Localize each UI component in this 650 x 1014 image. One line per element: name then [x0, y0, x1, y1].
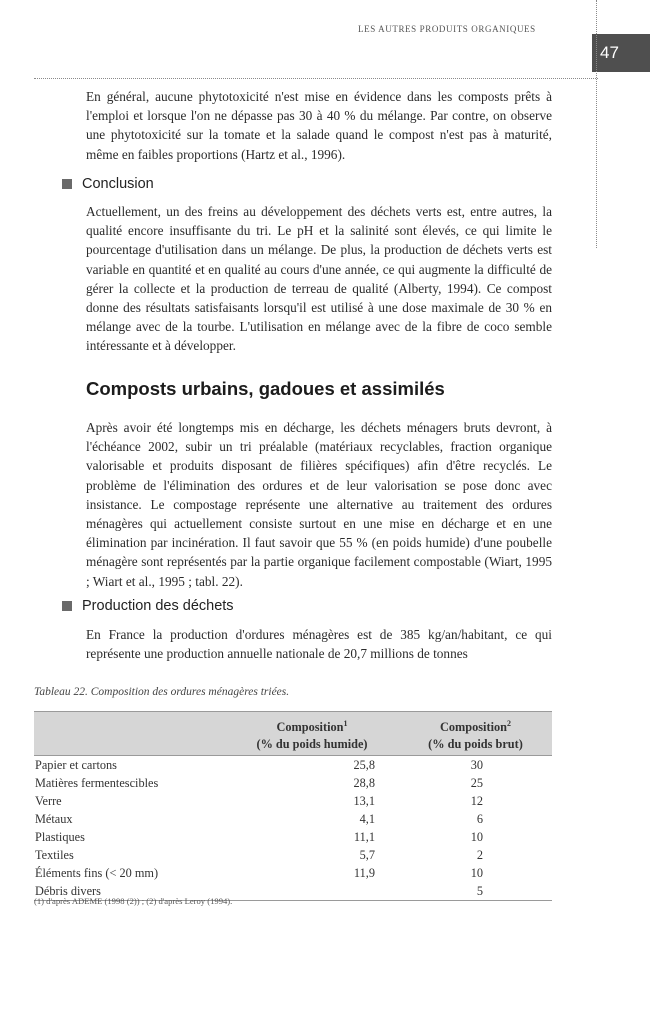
value-brut: 10: [470, 865, 483, 880]
square-bullet-icon: [62, 179, 72, 189]
value-brut: 2: [476, 847, 483, 862]
row-label: Plastiques: [35, 829, 85, 844]
value-humide: 13,1: [353, 793, 375, 808]
value-brut: 30: [470, 757, 483, 772]
value-brut: 6: [476, 811, 483, 826]
paragraph-conclusion: Actuellement, un des freins au développement des déchets verts est, entre autres, la qualité encore insuffisante du tri. Le pH et la salinité sont élevés, ce qui limite le pourcentage d'utilisation dans un mélange. De plus, la production de déchets verts est variable en quantité et en qualité au cours d'une année, ce qui augmente la difficulté de gérer la collecte et la production de terreau de qualité (Alberty, 1994). Ce compost donne des résultats satisfaisants lorsqu'il est utilisé à une dose maximale de 30 % en mélange avec de la tourbe. L'utilisation en mélange avec de la fibre de coco semble intéressante et à développer.: [86, 204, 552, 354]
table-header-row: [34, 712, 552, 756]
value-humide: 5,7: [359, 847, 375, 862]
header-col1-unit: (% du poids humide): [256, 737, 368, 752]
subheading-conclusion: [62, 176, 154, 192]
table-row: [34, 810, 552, 828]
header-composition-humide: [225, 712, 399, 756]
value-brut: 10: [470, 829, 483, 844]
header-empty-cell: [34, 712, 225, 756]
value-brut: 5: [399, 882, 552, 901]
value-humide: 28,8: [353, 775, 375, 790]
row-label: Débris divers: [34, 882, 225, 901]
table-row: [34, 792, 552, 810]
subheading-production-label: Production des déchets: [82, 598, 234, 614]
table-row: [34, 846, 552, 864]
running-head: LES AUTRES PRODUITS ORGANIQUES: [358, 24, 536, 34]
header-col2-sup: 2: [506, 719, 511, 728]
value-brut: 12: [470, 793, 483, 808]
row-label: Papier et cartons: [35, 757, 117, 772]
row-label: Métaux: [35, 811, 73, 826]
table-row: [34, 828, 552, 846]
table-body: [34, 756, 552, 901]
row-label: Verre: [35, 793, 62, 808]
page-number: 47: [600, 43, 619, 62]
header-composition-brut: [399, 712, 552, 756]
header-col2-title: Composition: [440, 720, 507, 735]
value-brut: 25: [470, 775, 483, 790]
header-divider: [34, 78, 598, 79]
table-row: [34, 864, 552, 882]
header-col2-unit: (% du poids brut): [428, 737, 523, 752]
table-footnote: (1) d'après ADEME (1998 (2)) ; (2) d'après Leroy (1994).: [34, 896, 233, 906]
paragraph-urbains: Après avoir été longtemps mis en décharge, les déchets ménagers bruts devront, à l'échéance 2002, subir un tri préalable (matériaux recyclables, fraction organique valorisable et produits disposant de filières spécifiques) afin d'être recyclés. Le problème de l'élimination des ordures et de leur valorisation se pose donc avec insistance. Le compostage représente une alternative au traitement des ordures ménagères qui actuellement consiste surtout en une mise en décharge et en une élimination par incinération. Il faut savoir que 55 % (en poids humide) d'une poubelle ménagère sont représentés par la partie organique facilement compostable (Wiart, 1995 ; Wiart et al., 1995 ; tabl. 22).: [86, 420, 552, 589]
value-humide: 11,1: [353, 829, 375, 844]
row-label: Textiles: [35, 847, 74, 862]
subheading-production: [62, 598, 234, 614]
table-row: [34, 756, 552, 775]
value-humide: 4,1: [359, 811, 375, 826]
paragraph-production: En France la production d'ordures ménagères est de 385 kg/an/habitant, ce qui représente une production annuelle nationale de 20,7 millions de tonnes: [86, 627, 552, 662]
square-bullet-icon: [62, 601, 72, 611]
subheading-conclusion-label: Conclusion: [82, 176, 154, 192]
value-humide: [225, 882, 399, 901]
table-row: [34, 774, 552, 792]
header-col1-sup: 1: [343, 719, 348, 728]
section-title: Composts urbains, gadoues et assimilés: [86, 378, 445, 399]
table-caption: Tableau 22. Composition des ordures ménagères triées.: [34, 686, 290, 698]
value-humide: 11,9: [353, 865, 375, 880]
header-col1-title: Composition: [276, 720, 344, 735]
row-label: Éléments fins (< 20 mm): [35, 865, 159, 880]
composition-table: [34, 711, 552, 901]
value-humide: 25,8: [353, 757, 375, 772]
paragraph-intro: En général, aucune phytotoxicité n'est mise en évidence dans les composts prêts à l'emploi et lorsque l'on ne dépasse pas 30 à 40 % du mélange. Par contre, on observe une phytotoxicité sur la tomate et la salade quand le compost n'est pas à maturité, même en faibles proportions (Hartz et al., 1996).: [86, 89, 552, 162]
margin-divider: [596, 0, 597, 248]
row-label: Matières fermentescibles: [35, 775, 159, 790]
page-number-tab: [592, 34, 650, 72]
